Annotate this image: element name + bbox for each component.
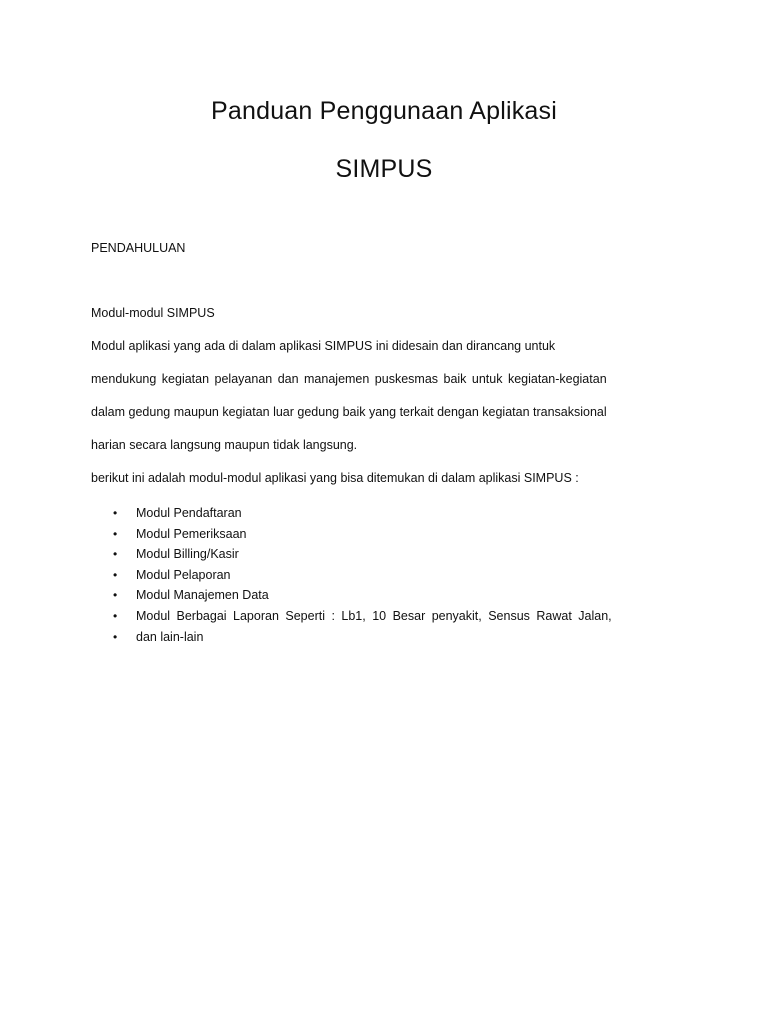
section-heading: PENDAHULUAN xyxy=(91,241,186,255)
paragraph-line: mendukung kegiatan pelayanan dan manajemen puskesmas baik untuk kegiatan-kegiatan xyxy=(91,372,607,386)
paragraph-line: berikut ini adalah modul-modul aplikasi yang bisa ditemukan di dalam aplikasi SIMPUS : xyxy=(91,471,579,485)
list-item xyxy=(113,544,612,565)
list-item xyxy=(113,606,612,627)
paragraph-line: Modul aplikasi yang ada di dalam aplikasi SIMPUS ini didesain dan dirancang untuk xyxy=(91,339,556,353)
list-item-text: Modul Manajemen Data xyxy=(136,588,269,603)
bullet-icon: • xyxy=(113,526,118,541)
list-item xyxy=(113,503,612,524)
bullet-icon: • xyxy=(113,588,118,603)
list-item-text: Modul Pelaporan xyxy=(136,567,231,582)
document-title-app-name: SIMPUS xyxy=(335,155,433,183)
list-item xyxy=(113,627,612,648)
bullet-icon: • xyxy=(113,608,118,623)
paragraph-line: harian secara langsung maupun tidak langsung. xyxy=(91,438,358,452)
bullet-icon: • xyxy=(113,629,118,644)
bullet-icon: • xyxy=(113,567,118,582)
list-item xyxy=(113,524,612,545)
list-item xyxy=(113,585,612,606)
subheading: Modul-modul SIMPUS xyxy=(91,306,215,320)
list-item xyxy=(113,565,612,586)
list-item-text: Modul Billing/Kasir xyxy=(136,547,239,562)
list-item-text: dan lain-lain xyxy=(136,629,204,644)
list-item-text: Modul Pendaftaran xyxy=(136,506,242,520)
bullet-icon: • xyxy=(113,506,118,520)
list-item-text: Modul Pemeriksaan xyxy=(136,526,247,541)
bullet-icon: • xyxy=(113,547,118,562)
module-list xyxy=(113,503,612,647)
paragraph-line: dalam gedung maupun kegiatan luar gedung baik yang terkait dengan kegiatan transaksional xyxy=(91,405,607,419)
list-item-text: Modul Berbagai Laporan Seperti : Lb1, 10 Besar penyakit, Sensus Rawat Jalan, xyxy=(136,608,612,623)
document-title: Panduan Penggunaan Aplikasi xyxy=(211,97,557,125)
